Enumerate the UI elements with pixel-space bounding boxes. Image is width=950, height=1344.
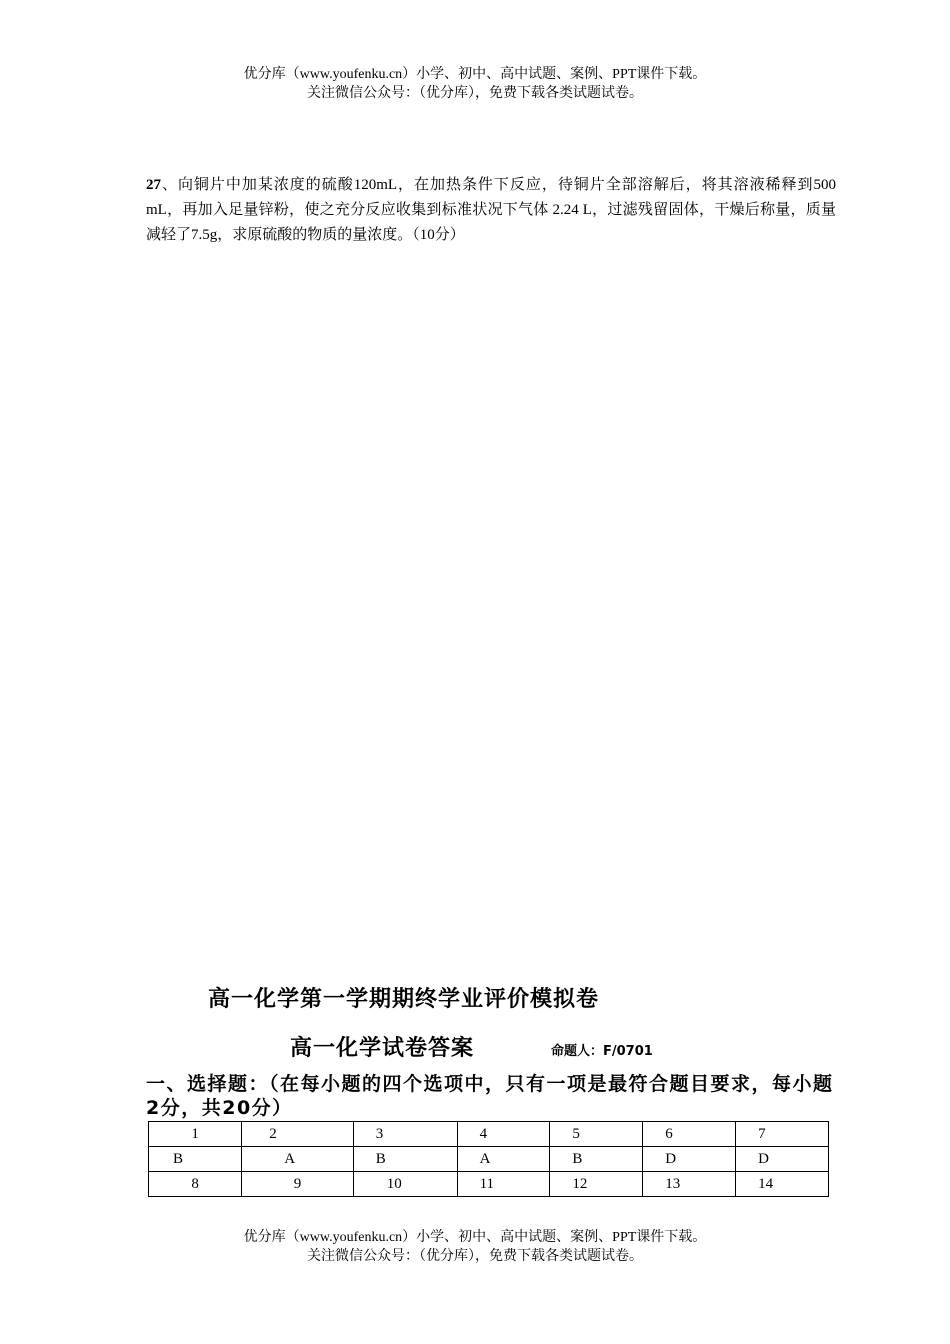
table-cell: 9 [242, 1172, 354, 1197]
table-cell: 13 [643, 1172, 736, 1197]
table-cell: A [242, 1147, 354, 1172]
author-label: 命题人：F/0701 [551, 1044, 653, 1059]
table-cell: 1 [149, 1122, 242, 1147]
table-cell: 12 [550, 1172, 643, 1197]
question-27 [146, 173, 836, 248]
table-cell: B [550, 1147, 643, 1172]
table-row [149, 1147, 829, 1172]
table-cell: 7 [736, 1122, 829, 1147]
header-line-2: 关注微信公众号：（优分库），免费下载各类试题试卷。 [307, 86, 643, 101]
table-cell: 3 [353, 1122, 457, 1147]
section-heading: 一、选择题：（在每小题的四个选项中，只有一项是最符合题目要求，每小题2分，共20分） [146, 1073, 834, 1119]
table-cell: B [353, 1147, 457, 1172]
table-row [149, 1172, 829, 1197]
answer-table [148, 1121, 829, 1197]
header-line-1: 优分库（www.youfenku.cn）小学、初中、高中试题、案例、PPT课件下载。 [243, 67, 707, 82]
table-cell: B [149, 1147, 242, 1172]
question-number: 27 [146, 177, 161, 193]
footer-line-1: 优分库（www.youfenku.cn）小学、初中、高中试题、案例、PPT课件下载。 [243, 1230, 707, 1245]
table-cell: A [457, 1147, 550, 1172]
table-cell: 10 [353, 1172, 457, 1197]
table-cell: 6 [643, 1122, 736, 1147]
table-cell: 11 [457, 1172, 550, 1197]
table-cell: 4 [457, 1122, 550, 1147]
table-cell: D [643, 1147, 736, 1172]
exam-title: 高一化学第一学期期终学业评价模拟卷 [208, 987, 600, 1012]
table-cell: 8 [149, 1172, 242, 1197]
table-cell: 5 [550, 1122, 643, 1147]
table-cell: D [736, 1147, 829, 1172]
question-text: 、向铜片中加某浓度的硫酸120mL，在加热条件下反应，待铜片全部溶解后，将其溶液稀释到500 mL，再加入足量锌粉，使之充分反应收集到标准状况下气体 2.24 L，过滤残留固体，干燥后称量，质量减轻了7.5g，求原硫酸的物质的量浓度。（10分） [146, 177, 836, 243]
table-row [149, 1122, 829, 1147]
table-cell: 14 [736, 1172, 829, 1197]
answer-subtitle: 高一化学试卷答案 [290, 1036, 475, 1061]
footer-line-2: 关注微信公众号：（优分库），免费下载各类试题试卷。 [307, 1249, 643, 1264]
table-cell: 2 [242, 1122, 354, 1147]
